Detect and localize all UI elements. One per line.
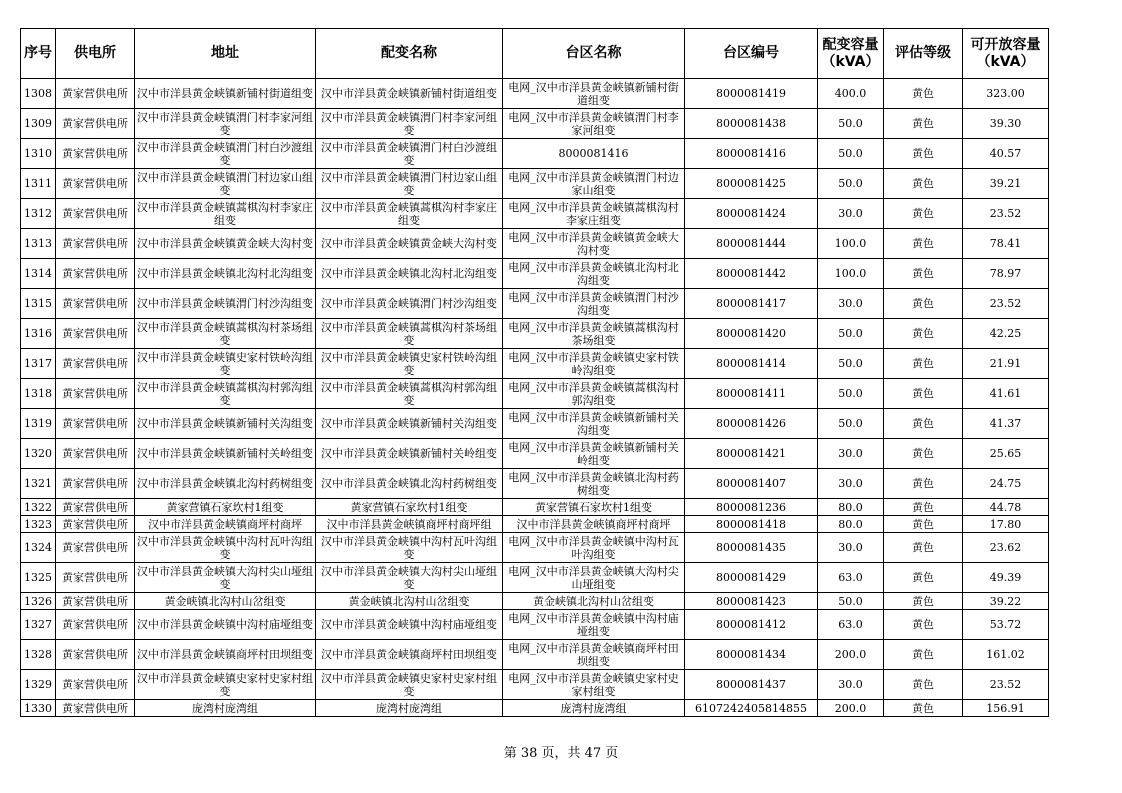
cell-capacity: 50.0 — [818, 109, 884, 139]
table-row — [21, 409, 1049, 439]
cell-transformer: 汉中市洋县黄金峡镇北沟村北沟组变 — [316, 259, 503, 289]
table-body — [21, 79, 1049, 717]
cell-grade: 黄色 — [884, 610, 963, 640]
cell-capacity: 63.0 — [818, 563, 884, 593]
table-row — [21, 593, 1049, 610]
cell-code: 8000081424 — [685, 199, 818, 229]
header-no: 序号 — [21, 29, 56, 79]
table-row — [21, 533, 1049, 563]
cell-code: 8000081429 — [685, 563, 818, 593]
cell-transformer: 庞湾村庞湾组 — [316, 700, 503, 717]
cell-open: 161.02 — [963, 640, 1049, 670]
cell-grade: 黄色 — [884, 229, 963, 259]
cell-no: 1309 — [21, 109, 56, 139]
cell-grade: 黄色 — [884, 516, 963, 533]
cell-grade: 黄色 — [884, 319, 963, 349]
cell-open: 23.52 — [963, 289, 1049, 319]
cell-no: 1328 — [21, 640, 56, 670]
cell-address: 黄金峡镇北沟村山岔组变 — [135, 593, 316, 610]
cell-capacity: 30.0 — [818, 439, 884, 469]
cell-address: 汉中市洋县黄金峡镇渭门村沙沟组变 — [135, 289, 316, 319]
cell-capacity: 30.0 — [818, 670, 884, 700]
cell-capacity: 30.0 — [818, 199, 884, 229]
cell-code: 8000081412 — [685, 610, 818, 640]
cell-transformer: 汉中市洋县黄金峡镇商坪村商坪组 — [316, 516, 503, 533]
cell-open: 24.75 — [963, 469, 1049, 499]
cell-address: 汉中市洋县黄金峡镇黄金峡大沟村变 — [135, 229, 316, 259]
table-row — [21, 289, 1049, 319]
cell-no: 1327 — [21, 610, 56, 640]
cell-code: 8000081425 — [685, 169, 818, 199]
cell-station: 黄家营供电所 — [56, 670, 135, 700]
cell-transformer: 汉中市洋县黄金峡镇黄金峡大沟村变 — [316, 229, 503, 259]
cell-station: 黄家营供电所 — [56, 229, 135, 259]
cell-grade: 黄色 — [884, 499, 963, 516]
cell-area: 电网_汉中市洋县黄金峡镇中沟村瓦叶沟组变 — [503, 533, 685, 563]
cell-station: 黄家营供电所 — [56, 379, 135, 409]
cell-no: 1325 — [21, 563, 56, 593]
cell-grade: 黄色 — [884, 289, 963, 319]
cell-area: 电网_汉中市洋县黄金峡镇渭门村边家山组变 — [503, 169, 685, 199]
cell-transformer: 汉中市洋县黄金峡镇大沟村尖山垭组变 — [316, 563, 503, 593]
header-capacity: 配变容量 （kVA） — [818, 29, 884, 79]
cell-address: 汉中市洋县黄金峡镇商坪村田坝组变 — [135, 640, 316, 670]
cell-station: 黄家营供电所 — [56, 469, 135, 499]
cell-grade: 黄色 — [884, 259, 963, 289]
table-row — [21, 610, 1049, 640]
cell-code: 8000081420 — [685, 319, 818, 349]
cell-address: 汉中市洋县黄金峡镇蒿棋沟村李家庄组变 — [135, 199, 316, 229]
cell-code: 8000081417 — [685, 289, 818, 319]
cell-area: 电网_汉中市洋县黄金峡镇蒿棋沟村李家庄组变 — [503, 199, 685, 229]
header-transformer: 配变名称 — [316, 29, 503, 79]
cell-open: 44.78 — [963, 499, 1049, 516]
cell-grade: 黄色 — [884, 533, 963, 563]
table-row — [21, 319, 1049, 349]
cell-station: 黄家营供电所 — [56, 199, 135, 229]
cell-area: 电网_汉中市洋县黄金峡镇渭门村沙沟组变 — [503, 289, 685, 319]
cell-capacity: 50.0 — [818, 139, 884, 169]
cell-transformer: 汉中市洋县黄金峡镇渭门村沙沟组变 — [316, 289, 503, 319]
cell-address: 汉中市洋县黄金峡镇商坪村商坪 — [135, 516, 316, 533]
cell-no: 1329 — [21, 670, 56, 700]
cell-area: 电网_汉中市洋县黄金峡镇蒿棋沟村郭沟组变 — [503, 379, 685, 409]
cell-station: 黄家营供电所 — [56, 139, 135, 169]
cell-area: 电网_汉中市洋县黄金峡镇北沟村北沟组变 — [503, 259, 685, 289]
cell-open: 78.41 — [963, 229, 1049, 259]
cell-grade: 黄色 — [884, 139, 963, 169]
cell-code: 8000081438 — [685, 109, 818, 139]
table-row — [21, 439, 1049, 469]
cell-area: 电网_汉中市洋县黄金峡镇新铺村关岭组变 — [503, 439, 685, 469]
cell-transformer: 汉中市洋县黄金峡镇渭门村李家河组变 — [316, 109, 503, 139]
cell-station: 黄家营供电所 — [56, 409, 135, 439]
table-row — [21, 379, 1049, 409]
cell-open: 39.30 — [963, 109, 1049, 139]
cell-area: 汉中市洋县黄金峡镇商坪村商坪 — [503, 516, 685, 533]
cell-station: 黄家营供电所 — [56, 499, 135, 516]
cell-station: 黄家营供电所 — [56, 349, 135, 379]
table-row — [21, 349, 1049, 379]
cell-no: 1310 — [21, 139, 56, 169]
cell-no: 1318 — [21, 379, 56, 409]
header-row — [21, 29, 1049, 79]
cell-address: 黄家营镇石家坎村1组变 — [135, 499, 316, 516]
cell-area: 黄家营镇石家坎村1组变 — [503, 499, 685, 516]
cell-open: 39.22 — [963, 593, 1049, 610]
cell-transformer: 汉中市洋县黄金峡镇中沟村瓦叶沟组变 — [316, 533, 503, 563]
cell-grade: 黄色 — [884, 439, 963, 469]
cell-capacity: 50.0 — [818, 319, 884, 349]
cell-transformer: 黄家营镇石家坎村1组变 — [316, 499, 503, 516]
cell-address: 汉中市洋县黄金峡镇新铺村关沟组变 — [135, 409, 316, 439]
cell-capacity: 50.0 — [818, 169, 884, 199]
cell-no: 1314 — [21, 259, 56, 289]
cell-area: 黄金峡镇北沟村山岔组变 — [503, 593, 685, 610]
cell-address: 汉中市洋县黄金峡镇新铺村关岭组变 — [135, 439, 316, 469]
cell-capacity: 63.0 — [818, 610, 884, 640]
header-area: 台区名称 — [503, 29, 685, 79]
cell-code: 8000081411 — [685, 379, 818, 409]
table-row — [21, 79, 1049, 109]
cell-code: 8000081416 — [685, 139, 818, 169]
cell-no: 1312 — [21, 199, 56, 229]
cell-open: 23.52 — [963, 670, 1049, 700]
cell-no: 1311 — [21, 169, 56, 199]
cell-address: 汉中市洋县黄金峡镇北沟村北沟组变 — [135, 259, 316, 289]
cell-grade: 黄色 — [884, 563, 963, 593]
cell-address: 庞湾村庞湾组 — [135, 700, 316, 717]
cell-grade: 黄色 — [884, 469, 963, 499]
cell-capacity: 100.0 — [818, 229, 884, 259]
cell-code: 8000081444 — [685, 229, 818, 259]
cell-grade: 黄色 — [884, 379, 963, 409]
cell-transformer: 汉中市洋县黄金峡镇史家村铁岭沟组变 — [316, 349, 503, 379]
cell-capacity: 80.0 — [818, 516, 884, 533]
cell-no: 1316 — [21, 319, 56, 349]
header-open: 可开放容量 （kVA） — [963, 29, 1049, 79]
cell-address: 汉中市洋县黄金峡镇蒿棋沟村茶场组变 — [135, 319, 316, 349]
cell-no: 1326 — [21, 593, 56, 610]
cell-station: 黄家营供电所 — [56, 563, 135, 593]
cell-open: 78.97 — [963, 259, 1049, 289]
cell-no: 1323 — [21, 516, 56, 533]
cell-grade: 黄色 — [884, 593, 963, 610]
cell-capacity: 80.0 — [818, 499, 884, 516]
table-row — [21, 499, 1049, 516]
cell-address: 汉中市洋县黄金峡镇北沟村药树组变 — [135, 469, 316, 499]
cell-address: 汉中市洋县黄金峡镇渭门村李家河组变 — [135, 109, 316, 139]
cell-code: 8000081407 — [685, 469, 818, 499]
cell-no: 1319 — [21, 409, 56, 439]
cell-area: 电网_汉中市洋县黄金峡镇蒿棋沟村茶场组变 — [503, 319, 685, 349]
cell-code: 6107242405814855 — [685, 700, 818, 717]
table-row — [21, 139, 1049, 169]
cell-station: 黄家营供电所 — [56, 516, 135, 533]
cell-area: 电网_汉中市洋县黄金峡镇史家村铁岭沟组变 — [503, 349, 685, 379]
cell-no: 1317 — [21, 349, 56, 379]
capacity-table — [20, 28, 1049, 717]
cell-code: 8000081434 — [685, 640, 818, 670]
cell-address: 汉中市洋县黄金峡镇渭门村边家山组变 — [135, 169, 316, 199]
cell-capacity: 400.0 — [818, 79, 884, 109]
cell-transformer: 汉中市洋县黄金峡镇中沟村庙垭组变 — [316, 610, 503, 640]
cell-open: 41.37 — [963, 409, 1049, 439]
cell-capacity: 50.0 — [818, 593, 884, 610]
cell-transformer: 汉中市洋县黄金峡镇商坪村田坝组变 — [316, 640, 503, 670]
cell-grade: 黄色 — [884, 700, 963, 717]
header-station: 供电所 — [56, 29, 135, 79]
cell-open: 17.80 — [963, 516, 1049, 533]
table-row — [21, 109, 1049, 139]
cell-station: 黄家营供电所 — [56, 610, 135, 640]
cell-open: 323.00 — [963, 79, 1049, 109]
cell-address: 汉中市洋县黄金峡镇史家村史家村组变 — [135, 670, 316, 700]
cell-no: 1321 — [21, 469, 56, 499]
cell-station: 黄家营供电所 — [56, 79, 135, 109]
cell-no: 1320 — [21, 439, 56, 469]
cell-capacity: 30.0 — [818, 533, 884, 563]
table-row — [21, 259, 1049, 289]
cell-station: 黄家营供电所 — [56, 319, 135, 349]
cell-area: 电网_汉中市洋县黄金峡镇黄金峡大沟村变 — [503, 229, 685, 259]
header-code: 台区编号 — [685, 29, 818, 79]
cell-station: 黄家营供电所 — [56, 439, 135, 469]
cell-address: 汉中市洋县黄金峡镇渭门村白沙渡组变 — [135, 139, 316, 169]
cell-area: 电网_汉中市洋县黄金峡镇中沟村庙垭组变 — [503, 610, 685, 640]
cell-grade: 黄色 — [884, 169, 963, 199]
cell-grade: 黄色 — [884, 349, 963, 379]
cell-grade: 黄色 — [884, 670, 963, 700]
cell-transformer: 汉中市洋县黄金峡镇渭门村边家山组变 — [316, 169, 503, 199]
cell-area: 电网_汉中市洋县黄金峡镇大沟村尖山垭组变 — [503, 563, 685, 593]
cell-address: 汉中市洋县黄金峡镇大沟村尖山垭组变 — [135, 563, 316, 593]
cell-open: 23.62 — [963, 533, 1049, 563]
cell-area: 电网_汉中市洋县黄金峡镇史家村史家村组变 — [503, 670, 685, 700]
cell-code: 8000081419 — [685, 79, 818, 109]
table-row — [21, 640, 1049, 670]
cell-address: 汉中市洋县黄金峡镇史家村铁岭沟组变 — [135, 349, 316, 379]
cell-open: 42.25 — [963, 319, 1049, 349]
cell-station: 黄家营供电所 — [56, 109, 135, 139]
cell-area: 电网_汉中市洋县黄金峡镇商坪村田坝组变 — [503, 640, 685, 670]
cell-no: 1324 — [21, 533, 56, 563]
cell-no: 1313 — [21, 229, 56, 259]
cell-capacity: 100.0 — [818, 259, 884, 289]
cell-address: 汉中市洋县黄金峡镇中沟村瓦叶沟组变 — [135, 533, 316, 563]
cell-station: 黄家营供电所 — [56, 593, 135, 610]
table-row — [21, 516, 1049, 533]
cell-station: 黄家营供电所 — [56, 640, 135, 670]
cell-station: 黄家营供电所 — [56, 259, 135, 289]
cell-open: 23.52 — [963, 199, 1049, 229]
cell-capacity: 50.0 — [818, 379, 884, 409]
table-row — [21, 199, 1049, 229]
page-footer: 第 38 页，共 47 页 — [503, 746, 619, 761]
cell-grade: 黄色 — [884, 79, 963, 109]
cell-no: 1330 — [21, 700, 56, 717]
table-row — [21, 563, 1049, 593]
cell-transformer: 汉中市洋县黄金峡镇渭门村白沙渡组变 — [316, 139, 503, 169]
cell-transformer: 汉中市洋县黄金峡镇蒿棋沟村茶场组变 — [316, 319, 503, 349]
cell-address: 汉中市洋县黄金峡镇蒿棋沟村郭沟组变 — [135, 379, 316, 409]
table-row — [21, 469, 1049, 499]
cell-open: 53.72 — [963, 610, 1049, 640]
cell-code: 8000081442 — [685, 259, 818, 289]
cell-open: 49.39 — [963, 563, 1049, 593]
cell-area: 8000081416 — [503, 139, 685, 169]
cell-code: 8000081435 — [685, 533, 818, 563]
cell-station: 黄家营供电所 — [56, 169, 135, 199]
header-address: 地址 — [135, 29, 316, 79]
cell-transformer: 汉中市洋县黄金峡镇蒿棋沟村李家庄组变 — [316, 199, 503, 229]
cell-no: 1315 — [21, 289, 56, 319]
cell-capacity: 50.0 — [818, 349, 884, 379]
cell-code: 8000081423 — [685, 593, 818, 610]
cell-code: 8000081437 — [685, 670, 818, 700]
cell-area: 电网_汉中市洋县黄金峡镇渭门村李家河组变 — [503, 109, 685, 139]
table-row — [21, 700, 1049, 717]
cell-capacity: 30.0 — [818, 289, 884, 319]
cell-transformer: 汉中市洋县黄金峡镇新铺村街道组变 — [316, 79, 503, 109]
cell-transformer: 汉中市洋县黄金峡镇蒿棋沟村郭沟组变 — [316, 379, 503, 409]
cell-station: 黄家营供电所 — [56, 289, 135, 319]
cell-transformer: 汉中市洋县黄金峡镇新铺村关沟组变 — [316, 409, 503, 439]
cell-capacity: 30.0 — [818, 469, 884, 499]
cell-code: 8000081418 — [685, 516, 818, 533]
cell-code: 8000081421 — [685, 439, 818, 469]
cell-grade: 黄色 — [884, 640, 963, 670]
cell-no: 1308 — [21, 79, 56, 109]
cell-station: 黄家营供电所 — [56, 700, 135, 717]
cell-open: 39.21 — [963, 169, 1049, 199]
cell-transformer: 汉中市洋县黄金峡镇史家村史家村组变 — [316, 670, 503, 700]
cell-no: 1322 — [21, 499, 56, 516]
cell-open: 21.91 — [963, 349, 1049, 379]
cell-transformer: 汉中市洋县黄金峡镇北沟村药树组变 — [316, 469, 503, 499]
cell-address: 汉中市洋县黄金峡镇新铺村街道组变 — [135, 79, 316, 109]
cell-transformer: 汉中市洋县黄金峡镇新铺村关岭组变 — [316, 439, 503, 469]
cell-area: 电网_汉中市洋县黄金峡镇新铺村街道组变 — [503, 79, 685, 109]
cell-open: 156.91 — [963, 700, 1049, 717]
table-row — [21, 229, 1049, 259]
cell-grade: 黄色 — [884, 409, 963, 439]
table-row — [21, 670, 1049, 700]
cell-code: 8000081426 — [685, 409, 818, 439]
cell-capacity: 50.0 — [818, 409, 884, 439]
cell-open: 41.61 — [963, 379, 1049, 409]
cell-address: 汉中市洋县黄金峡镇中沟村庙垭组变 — [135, 610, 316, 640]
cell-open: 40.57 — [963, 139, 1049, 169]
table-row — [21, 169, 1049, 199]
cell-area: 电网_汉中市洋县黄金峡镇北沟村药树组变 — [503, 469, 685, 499]
cell-open: 25.65 — [963, 439, 1049, 469]
cell-code: 8000081236 — [685, 499, 818, 516]
cell-capacity: 200.0 — [818, 700, 884, 717]
cell-code: 8000081414 — [685, 349, 818, 379]
cell-transformer: 黄金峡镇北沟村山岔组变 — [316, 593, 503, 610]
cell-station: 黄家营供电所 — [56, 533, 135, 563]
cell-grade: 黄色 — [884, 199, 963, 229]
cell-capacity: 200.0 — [818, 640, 884, 670]
cell-grade: 黄色 — [884, 109, 963, 139]
header-grade: 评估等级 — [884, 29, 963, 79]
cell-area: 庞湾村庞湾组 — [503, 700, 685, 717]
cell-area: 电网_汉中市洋县黄金峡镇新铺村关沟组变 — [503, 409, 685, 439]
